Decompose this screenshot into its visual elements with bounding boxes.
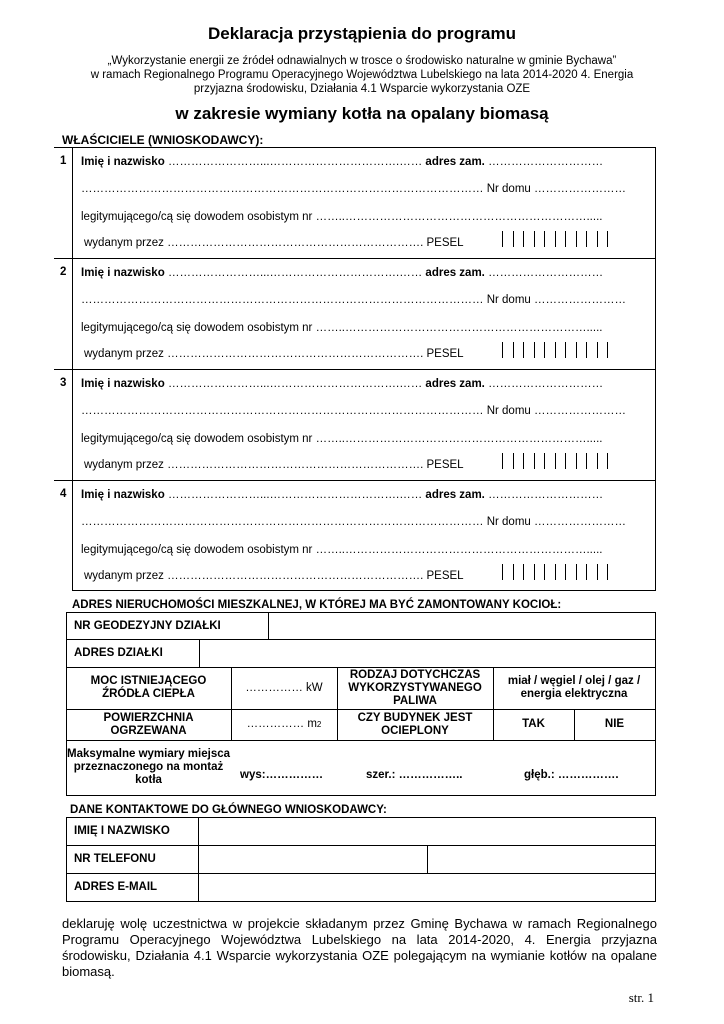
owner-address-dots: ………………………… — [488, 489, 604, 501]
owner-issued-line[interactable] — [84, 569, 464, 583]
contact-phone-field-2[interactable] — [428, 846, 655, 873]
pesel-digit-box[interactable] — [597, 453, 608, 469]
pesel-digit-box[interactable] — [523, 231, 534, 247]
pesel-digit-box[interactable] — [607, 231, 618, 247]
contact-email-label: ADRES E-MAIL — [74, 881, 158, 893]
pesel-digit-box[interactable] — [502, 453, 513, 469]
pesel-digit-box[interactable] — [534, 453, 545, 469]
pesel-digit-box[interactable] — [576, 342, 587, 358]
contact-phone-field[interactable] — [199, 846, 427, 873]
owner-house-dots: …………………… — [534, 516, 627, 528]
max-dimensions-label: Maksymalne wymiary miejsca przeznaczonego na montaż kotła — [66, 748, 231, 786]
owner-address-label: adres zam. — [425, 378, 485, 390]
pesel-digit-box[interactable] — [513, 453, 524, 469]
owners-heading: WŁAŚCICIELE (WNIOSKODAWCY): — [62, 133, 264, 147]
pesel-digit-box[interactable] — [607, 453, 618, 469]
owner-id-line[interactable] — [81, 432, 602, 446]
owner-address-line[interactable] — [81, 515, 626, 529]
owner-issued-dots: …………………………………………………………. — [167, 237, 424, 249]
subtitle-line-2: w ramach Regionalnego Programu Operacyjnego Województwa Lubelskiego na lata 2014-2020 4. Energia — [90, 69, 634, 81]
contact-name-label: IMIĘ I NAZWISKO — [74, 825, 170, 837]
owner-house-dots: …………………… — [534, 294, 627, 306]
owner-number: 4 — [60, 488, 67, 500]
owner-address-line[interactable] — [81, 293, 626, 307]
pesel-digit-box[interactable] — [544, 453, 555, 469]
heat-power-value: …………… kW — [245, 681, 323, 694]
subtitle-line-3: przyjazna środowisku, Działania 4.1 Wsparcie wykorzystania OZE — [193, 83, 531, 95]
contact-phone-label: NR TELEFONU — [74, 853, 156, 865]
owner-address-dots: ………………………… — [488, 156, 604, 168]
owner-issued-label: wydanym przez — [84, 570, 164, 582]
heated-area-label: POWIERZCHNIA OGRZEWANA — [103, 711, 194, 737]
page-title: Deklaracja przystąpienia do programu — [208, 24, 516, 43]
property-heading: ADRES NIERUCHOMOŚCI MIESZKALNEJ, W KTÓREJ MA BYĆ ZAMONTOWANY KOCIOŁ: — [72, 599, 562, 611]
heated-area-field[interactable] — [231, 709, 337, 740]
pesel-digit-box[interactable] — [597, 564, 608, 580]
heated-area-unit-exponent: 2 — [316, 720, 322, 729]
owner-pesel-boxes[interactable] — [502, 453, 618, 469]
owner-address-label: adres zam. — [425, 156, 485, 168]
owner-issued-line[interactable] — [84, 458, 464, 472]
owner-issued-line[interactable] — [84, 347, 464, 361]
owner-house-label: Nr domu — [486, 183, 531, 195]
pesel-digit-box[interactable] — [534, 342, 545, 358]
owner-address-line-dots: …………………………………………………………………………………………… — [81, 183, 484, 195]
owner-pesel-label: PESEL — [426, 459, 464, 471]
owner-id-label: legitymującego/cą się dowodem osobistym nr — [81, 433, 313, 445]
owner-name-dots: ……………………...…………………………….…… — [167, 489, 423, 501]
pesel-digit-box[interactable] — [586, 564, 597, 580]
owner-name-dots: ……………………...…………………………….…… — [167, 156, 423, 168]
pesel-digit-box[interactable] — [534, 564, 545, 580]
owner-number: 2 — [60, 266, 67, 278]
owner-house-label: Nr domu — [486, 294, 531, 306]
heat-power-field[interactable] — [231, 667, 337, 709]
width-field[interactable]: szer.: …………….. — [366, 769, 463, 781]
pesel-digit-box[interactable] — [576, 453, 587, 469]
pesel-digit-box[interactable] — [523, 342, 534, 358]
owner-address-dots: ………………………… — [488, 267, 604, 279]
owner-address-line-dots: …………………………………………………………………………………………… — [81, 294, 484, 306]
parcel-address-label: ADRES DZIAŁKI — [74, 647, 163, 659]
pesel-digit-box[interactable] — [544, 564, 555, 580]
pesel-digit-box[interactable] — [607, 564, 618, 580]
pesel-digit-box[interactable] — [523, 453, 534, 469]
owner-address-line-dots: …………………………………………………………………………………………… — [81, 405, 484, 417]
pesel-digit-box[interactable] — [586, 453, 597, 469]
owner-address-line[interactable] — [81, 404, 626, 418]
owner-house-label: Nr domu — [486, 405, 531, 417]
owner-issued-dots: …………………………………………………………. — [167, 459, 424, 471]
parcel-address-field[interactable] — [200, 640, 655, 667]
pesel-digit-box[interactable] — [513, 231, 524, 247]
pesel-digit-box[interactable] — [555, 453, 566, 469]
owner-issued-label: wydanym przez — [84, 237, 164, 249]
owner-number: 3 — [60, 377, 67, 389]
pesel-digit-box[interactable] — [544, 342, 555, 358]
pesel-digit-box[interactable] — [534, 231, 545, 247]
pesel-digit-box[interactable] — [586, 342, 597, 358]
owner-number: 1 — [60, 155, 67, 167]
owner-name-dots: ……………………...…………………………….…… — [167, 378, 423, 390]
owner-name-line[interactable] — [81, 377, 603, 391]
parcel-number-label: NR GEODEZYJNY DZIAŁKI — [74, 619, 221, 632]
owner-name-line[interactable] — [81, 155, 603, 169]
owner-pesel-label: PESEL — [426, 237, 464, 249]
owner-pesel-label: PESEL — [426, 348, 464, 360]
owner-name-line[interactable] — [81, 488, 603, 502]
owner-issued-label: wydanym przez — [84, 348, 164, 360]
pesel-digit-box[interactable] — [565, 231, 576, 247]
owner-address-line-dots: …………………………………………………………………………………………… — [81, 516, 484, 528]
owner-issued-label: wydanym przez — [84, 459, 164, 471]
owner-name-line[interactable] — [81, 266, 603, 280]
pesel-digit-box[interactable] — [576, 231, 587, 247]
insulated-no-option[interactable]: NIE — [604, 718, 625, 730]
owner-id-label: legitymującego/cą się dowodem osobistym nr — [81, 544, 313, 556]
owner-name-label: Imię i nazwisko — [81, 378, 165, 390]
pesel-digit-box[interactable] — [502, 342, 513, 358]
owner-name-label: Imię i nazwisko — [81, 267, 165, 279]
pesel-digit-box[interactable] — [576, 564, 587, 580]
pesel-digit-box[interactable] — [544, 231, 555, 247]
pesel-digit-box[interactable] — [502, 231, 513, 247]
depth-field[interactable]: głęb.: ……………. — [524, 769, 619, 781]
declaration-text: deklaruję wolę uczestnictwa w projekcie składanym przez Gminę Bychawa w ramach Regionalnego Programu Operacyjnego Województwa Lubelskiego na lata 2014-2020, 4. Energia przyjazna środowisku, Działania 4.1 Wsparcie wykorzystania OZE polegającym na wymianie kotłów na opalane biomasą. — [62, 916, 657, 979]
owner-id-dots: ……..………………………………………………………..... — [315, 544, 603, 556]
heated-area-value: …………… m — [246, 718, 317, 730]
pesel-digit-box[interactable] — [565, 453, 576, 469]
page-number: str. 1 — [628, 990, 654, 1005]
contact-email-field[interactable] — [199, 874, 655, 901]
owner-id-dots: ……..………………………………………………………..... — [315, 433, 603, 445]
contact-heading: DANE KONTAKTOWE DO GŁÓWNEGO WNIOSKODAWCY: — [70, 804, 387, 816]
pesel-digit-box[interactable] — [586, 231, 597, 247]
pesel-digit-box[interactable] — [555, 342, 566, 358]
owner-id-dots: ……..………………………………………………………..... — [315, 211, 603, 223]
owner-house-dots: …………………… — [534, 183, 627, 195]
owner-pesel-boxes[interactable] — [502, 564, 618, 580]
subtitle — [40, 54, 684, 96]
owner-name-label: Imię i nazwisko — [81, 489, 165, 501]
form-subject-title: w zakresie wymiany kotła na opalany biomasą — [175, 104, 549, 123]
owner-id-line[interactable] — [81, 321, 602, 335]
owner-address-dots: ………………………… — [488, 378, 604, 390]
pesel-digit-box[interactable] — [555, 231, 566, 247]
owner-address-label: adres zam. — [425, 489, 485, 501]
pesel-digit-box[interactable] — [513, 342, 524, 358]
owner-house-label: Nr domu — [486, 516, 531, 528]
pesel-digit-box[interactable] — [555, 564, 566, 580]
owner-pesel-label: PESEL — [426, 570, 464, 582]
insulated-yes-option[interactable]: TAK — [522, 718, 545, 730]
pesel-digit-box[interactable] — [513, 564, 524, 580]
owner-issued-dots: …………………………………………………………. — [167, 570, 424, 582]
insulated-label: CZY BUDYNEK JEST OCIEPLONY — [357, 711, 473, 737]
owner-id-label: legitymującego/cą się dowodem osobistym nr — [81, 211, 313, 223]
owner-issued-dots: …………………………………………………………. — [167, 348, 424, 360]
fuel-type-label: RODZAJ DOTYCHCZAS WYKORZYSTYWANEGO PALIWA — [348, 668, 482, 707]
owner-name-label: Imię i nazwisko — [81, 156, 165, 168]
owner-id-label: legitymującego/cą się dowodem osobistym nr — [81, 322, 313, 334]
pesel-digit-box[interactable] — [565, 564, 576, 580]
owner-house-dots: …………………… — [534, 405, 627, 417]
pesel-digit-box[interactable] — [502, 564, 513, 580]
pesel-digit-box[interactable] — [597, 231, 608, 247]
parcel-number-field[interactable] — [269, 613, 655, 639]
owner-issued-line[interactable] — [84, 236, 464, 250]
height-field[interactable]: wys:…………… — [240, 769, 324, 781]
owner-address-line[interactable] — [81, 182, 626, 196]
pesel-digit-box[interactable] — [597, 342, 608, 358]
pesel-digit-box[interactable] — [607, 342, 618, 358]
subtitle-line-1: „Wykorzystanie energii ze źródeł odnawialnych w trosce o środowisko naturalne w gminie Bychawa” — [107, 55, 617, 67]
pesel-digit-box[interactable] — [523, 564, 534, 580]
owner-pesel-boxes[interactable] — [502, 231, 618, 247]
owner-id-line[interactable] — [81, 210, 602, 224]
owner-address-label: adres zam. — [425, 267, 485, 279]
fuel-options[interactable]: miał / węgiel / olej / gaz / energia elektryczna — [507, 675, 641, 700]
contact-name-field[interactable] — [199, 818, 655, 845]
owner-name-dots: ……………………...…………………………….…… — [167, 267, 423, 279]
owner-pesel-boxes[interactable] — [502, 342, 618, 358]
owner-id-line[interactable] — [81, 543, 602, 557]
owner-id-dots: ……..………………………………………………………..... — [315, 322, 603, 334]
heat-power-label: MOC ISTNIEJĄCEGO ŹRÓDŁA CIEPŁA — [90, 675, 207, 700]
pesel-digit-box[interactable] — [565, 342, 576, 358]
